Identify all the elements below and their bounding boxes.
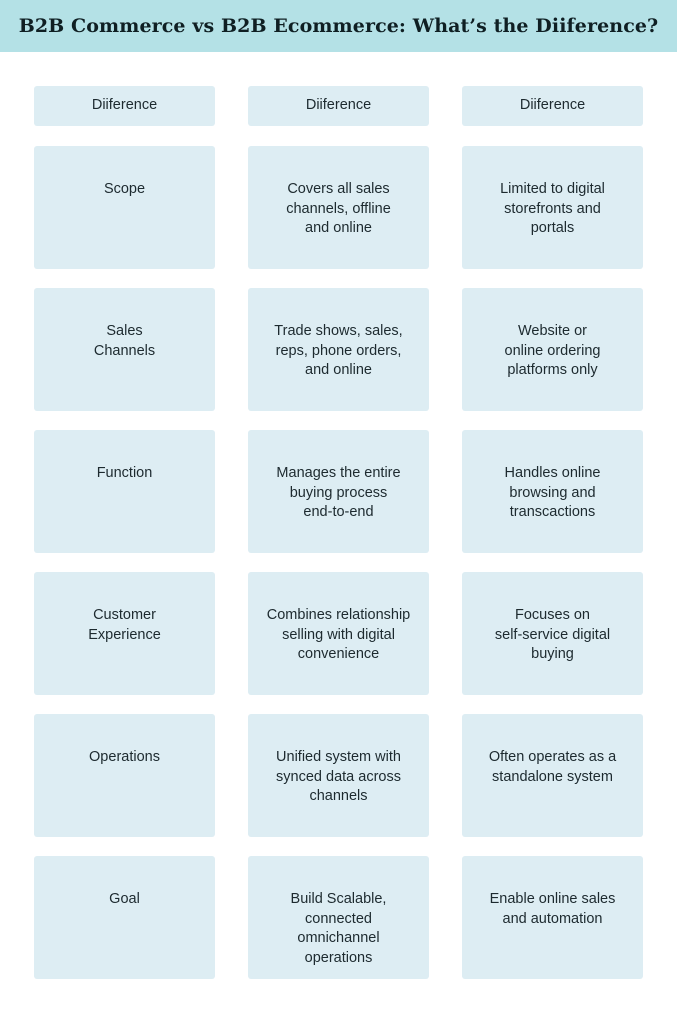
table-row (34, 288, 645, 411)
ecommerce-text: Website or online ordering platforms only (504, 323, 601, 378)
ecommerce-text: Handles online browsing and transcactions (504, 465, 601, 520)
header-row (34, 86, 645, 126)
ecommerce-cell (462, 146, 643, 269)
title-banner (0, 0, 677, 52)
table-row (34, 714, 645, 837)
row-label-cell (34, 572, 215, 695)
row-label-cell (34, 146, 215, 269)
ecommerce-text: Limited to digital storefronts and portals (500, 181, 605, 236)
table-row (34, 146, 645, 269)
header-label: Diiference (305, 97, 372, 114)
row-label: Customer Experience (88, 607, 161, 643)
ecommerce-cell (462, 714, 643, 837)
row-label-cell (34, 714, 215, 837)
table-row (34, 572, 645, 695)
commerce-cell (248, 430, 429, 553)
commerce-text: Build Scalable, connected omnichannel operations (290, 891, 387, 966)
ecommerce-text: Often operates as a standalone system (488, 749, 617, 785)
ecommerce-cell (462, 572, 643, 695)
row-label-cell (34, 430, 215, 553)
ecommerce-cell (462, 430, 643, 553)
commerce-text: Unified system with synced data across channels (276, 749, 401, 804)
ecommerce-cell (462, 856, 643, 979)
commerce-text: Manages the entire buying process end-to-end (276, 465, 401, 520)
header-label: Diiference (91, 97, 158, 114)
table-row (34, 430, 645, 553)
row-label: Goal (109, 891, 140, 907)
row-label: Scope (103, 181, 146, 197)
ecommerce-cell (462, 288, 643, 411)
commerce-cell (248, 572, 429, 695)
header-cell-1 (34, 86, 215, 126)
header-cell-3 (462, 86, 643, 126)
row-label: Operations (89, 749, 160, 765)
row-label: Sales Channels (93, 323, 156, 359)
commerce-text: Covers all sales channels, offline and online (286, 181, 391, 236)
row-label-cell (34, 856, 215, 979)
commerce-cell (248, 714, 429, 837)
page-title: B2B Commerce vs B2B Ecommerce: What’s the Diiference? (18, 15, 659, 37)
row-label: Function (96, 465, 153, 481)
commerce-cell (248, 288, 429, 411)
ecommerce-text: Enable online sales and automation (489, 891, 616, 927)
table-row (34, 856, 645, 979)
comparison-table (34, 146, 645, 998)
header-label: Diiference (519, 97, 586, 114)
row-label-cell (34, 288, 215, 411)
header-cell-2 (248, 86, 429, 126)
commerce-text: Combines relationship selling with digital convenience (266, 607, 411, 662)
commerce-cell (248, 146, 429, 269)
commerce-text: Trade shows, sales, reps, phone orders, and online (274, 323, 403, 378)
commerce-cell (248, 856, 429, 979)
ecommerce-text: Focuses on self-service digital buying (494, 607, 611, 662)
